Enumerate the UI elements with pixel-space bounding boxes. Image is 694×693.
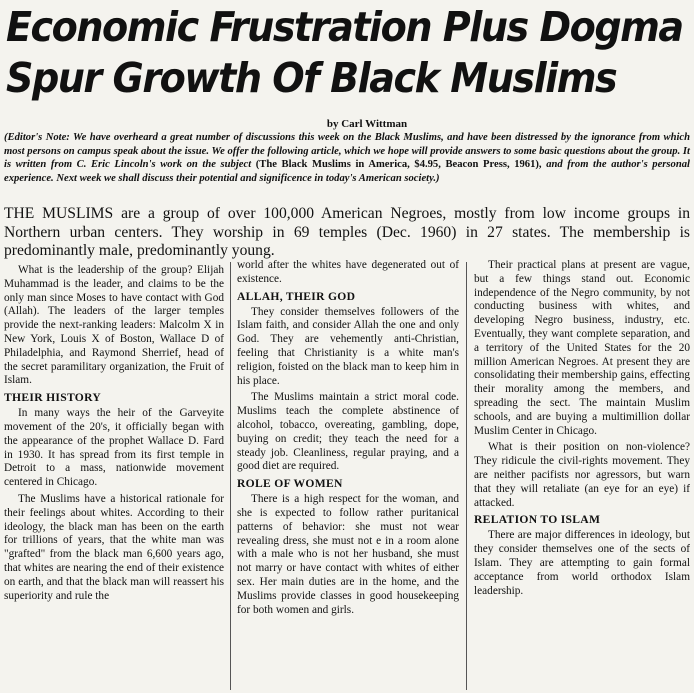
col1-paragraph-leadership: What is the leadership of the group? Elijah Muhammad is the leader, and claims to be the only man since Moses to have contact with God (Allah). The leaders of the larger temples provide the next-ranking leaders: Malcolm X in New York, Louis X of Boston, Wallace D of Philadelphia, and Raymond Sherrief, head of the secret paramilitary organization, the Fruit of Islam. [4, 264, 224, 387]
subhead-allah-their-god: ALLAH, THEIR GOD [237, 289, 356, 303]
headline-line-2: Spur Growth Of Black Muslims [6, 54, 617, 102]
editors-note-citation: (The Black Muslims in America, $4.95, Beacon Press, 1961), [251, 159, 547, 171]
column-rule-2 [466, 262, 467, 690]
col3-paragraph-plans: Their practical plans at present are vague, but a few things stand out. Economic independence of the Negro community, by not conducting business with whites, and developing Negro business, industry, etc. Eventually, they want complete separation, and a territory of the United States for the 20 million American Negroes. At present they are consolidating their membership gains, effecting their morality among the members, and spreading the sect. The maintain Muslim schools, and are buying a multimillion dollar Muslim Center in Chicago. [474, 259, 690, 437]
column-rule-1 [230, 262, 231, 690]
col2-paragraph-women: There is a high respect for the woman, and she is expected to follow rather puritanical patterns of behavior: she must not wear revealing dress, she must not e in a room alone with a male who is not her husband, she must not marry or have contact with whites of either sex. Her main duties are in the home, and the Muslims provide classes in good housekeeping for both women and girls. [237, 493, 459, 616]
subhead-role-of-women: ROLE OF WOMEN [237, 477, 343, 491]
col3-paragraph-islam: There are major differences in ideology, but they consider themselves one of the sects of Islam. They are attempting to gain formal acceptance from world orthodox Islam leadership. [474, 529, 690, 597]
editors-note-italic-2: and from the author's personal experience. Next week we shall discuss their potential and significence in today's American society.) [4, 159, 690, 185]
editors-note-italic: (Editor's Note: We have overheard a great number of discussions this week on the Black Muslims, and have been distressed by the ignorance from which most persons on campus speak about the issue. We offer the following article, which we hope will provide answers to some basic questions about the group. It is written from C. Eric Lincoln's work on the subject [4, 132, 690, 171]
headline [6, 2, 683, 104]
lede-paragraph: THE MUSLIMS are a group of over 100,000 American Negroes, mostly from low income groups in Northern urban centers. They worship in 69 temples (Dec. 1960) in 27 states. The membership is predominantly male, predominantly young. [4, 205, 690, 259]
col1-paragraph-history: In many ways the heir of the Garveyite movement of the 20's, it officially began with the appearance of the prophet Wallace D. Fard in 1930. It has spread from its first temple in Detroit to a mass, nationwide movement centered in Chicago. [4, 407, 224, 489]
byline: by Carl Wittman [326, 118, 408, 130]
subhead-their-history: THEIR HISTORY [4, 391, 102, 405]
col2-paragraph-continued: world after the whites have degenerated out of existence. [237, 259, 459, 285]
col2-paragraph-moral-code: The Muslims maintain a strict moral code. Muslims teach the complete abstinence of alcohol, tobacco, overeating, gambling, dope, buying on credit; they teach the need for a steady job. Cleanliness, regular praying, and a good diet are required. [237, 391, 459, 473]
col3-paragraph-non-violence: What is their position on non-violence? They ridicule the civil-rights movement. They are neither pacifists nor agressors, but warn that they will retaliate (an eye for an eye) if attacked. [474, 441, 690, 509]
col2-paragraph-faith: They consider themselves followers of the Islam faith, and consider Allah the one and only God. They are vehemently anti-Christian, feeling that Christianity is a white man's religion, foisted on the black man to keep him in his place. [237, 305, 459, 387]
column-2 [237, 259, 459, 691]
column-3 [474, 259, 690, 691]
col1-paragraph-rationale: The Muslims have a historical rationale for their feelings about whites. According to their ideology, the black man has been on the earth for trillions of years, that the white man was "grafted" from the black man 6,600 years ago, that whites are nearing the end of their existence on earth, and that the black man will reassert his superiority and rule the [4, 492, 224, 602]
headline-line-1: Economic Frustration Plus Dogma [6, 3, 683, 51]
column-1 [4, 264, 224, 693]
editors-note [4, 131, 690, 186]
subhead-relation-to-islam: RELATION TO ISLAM [474, 513, 601, 527]
